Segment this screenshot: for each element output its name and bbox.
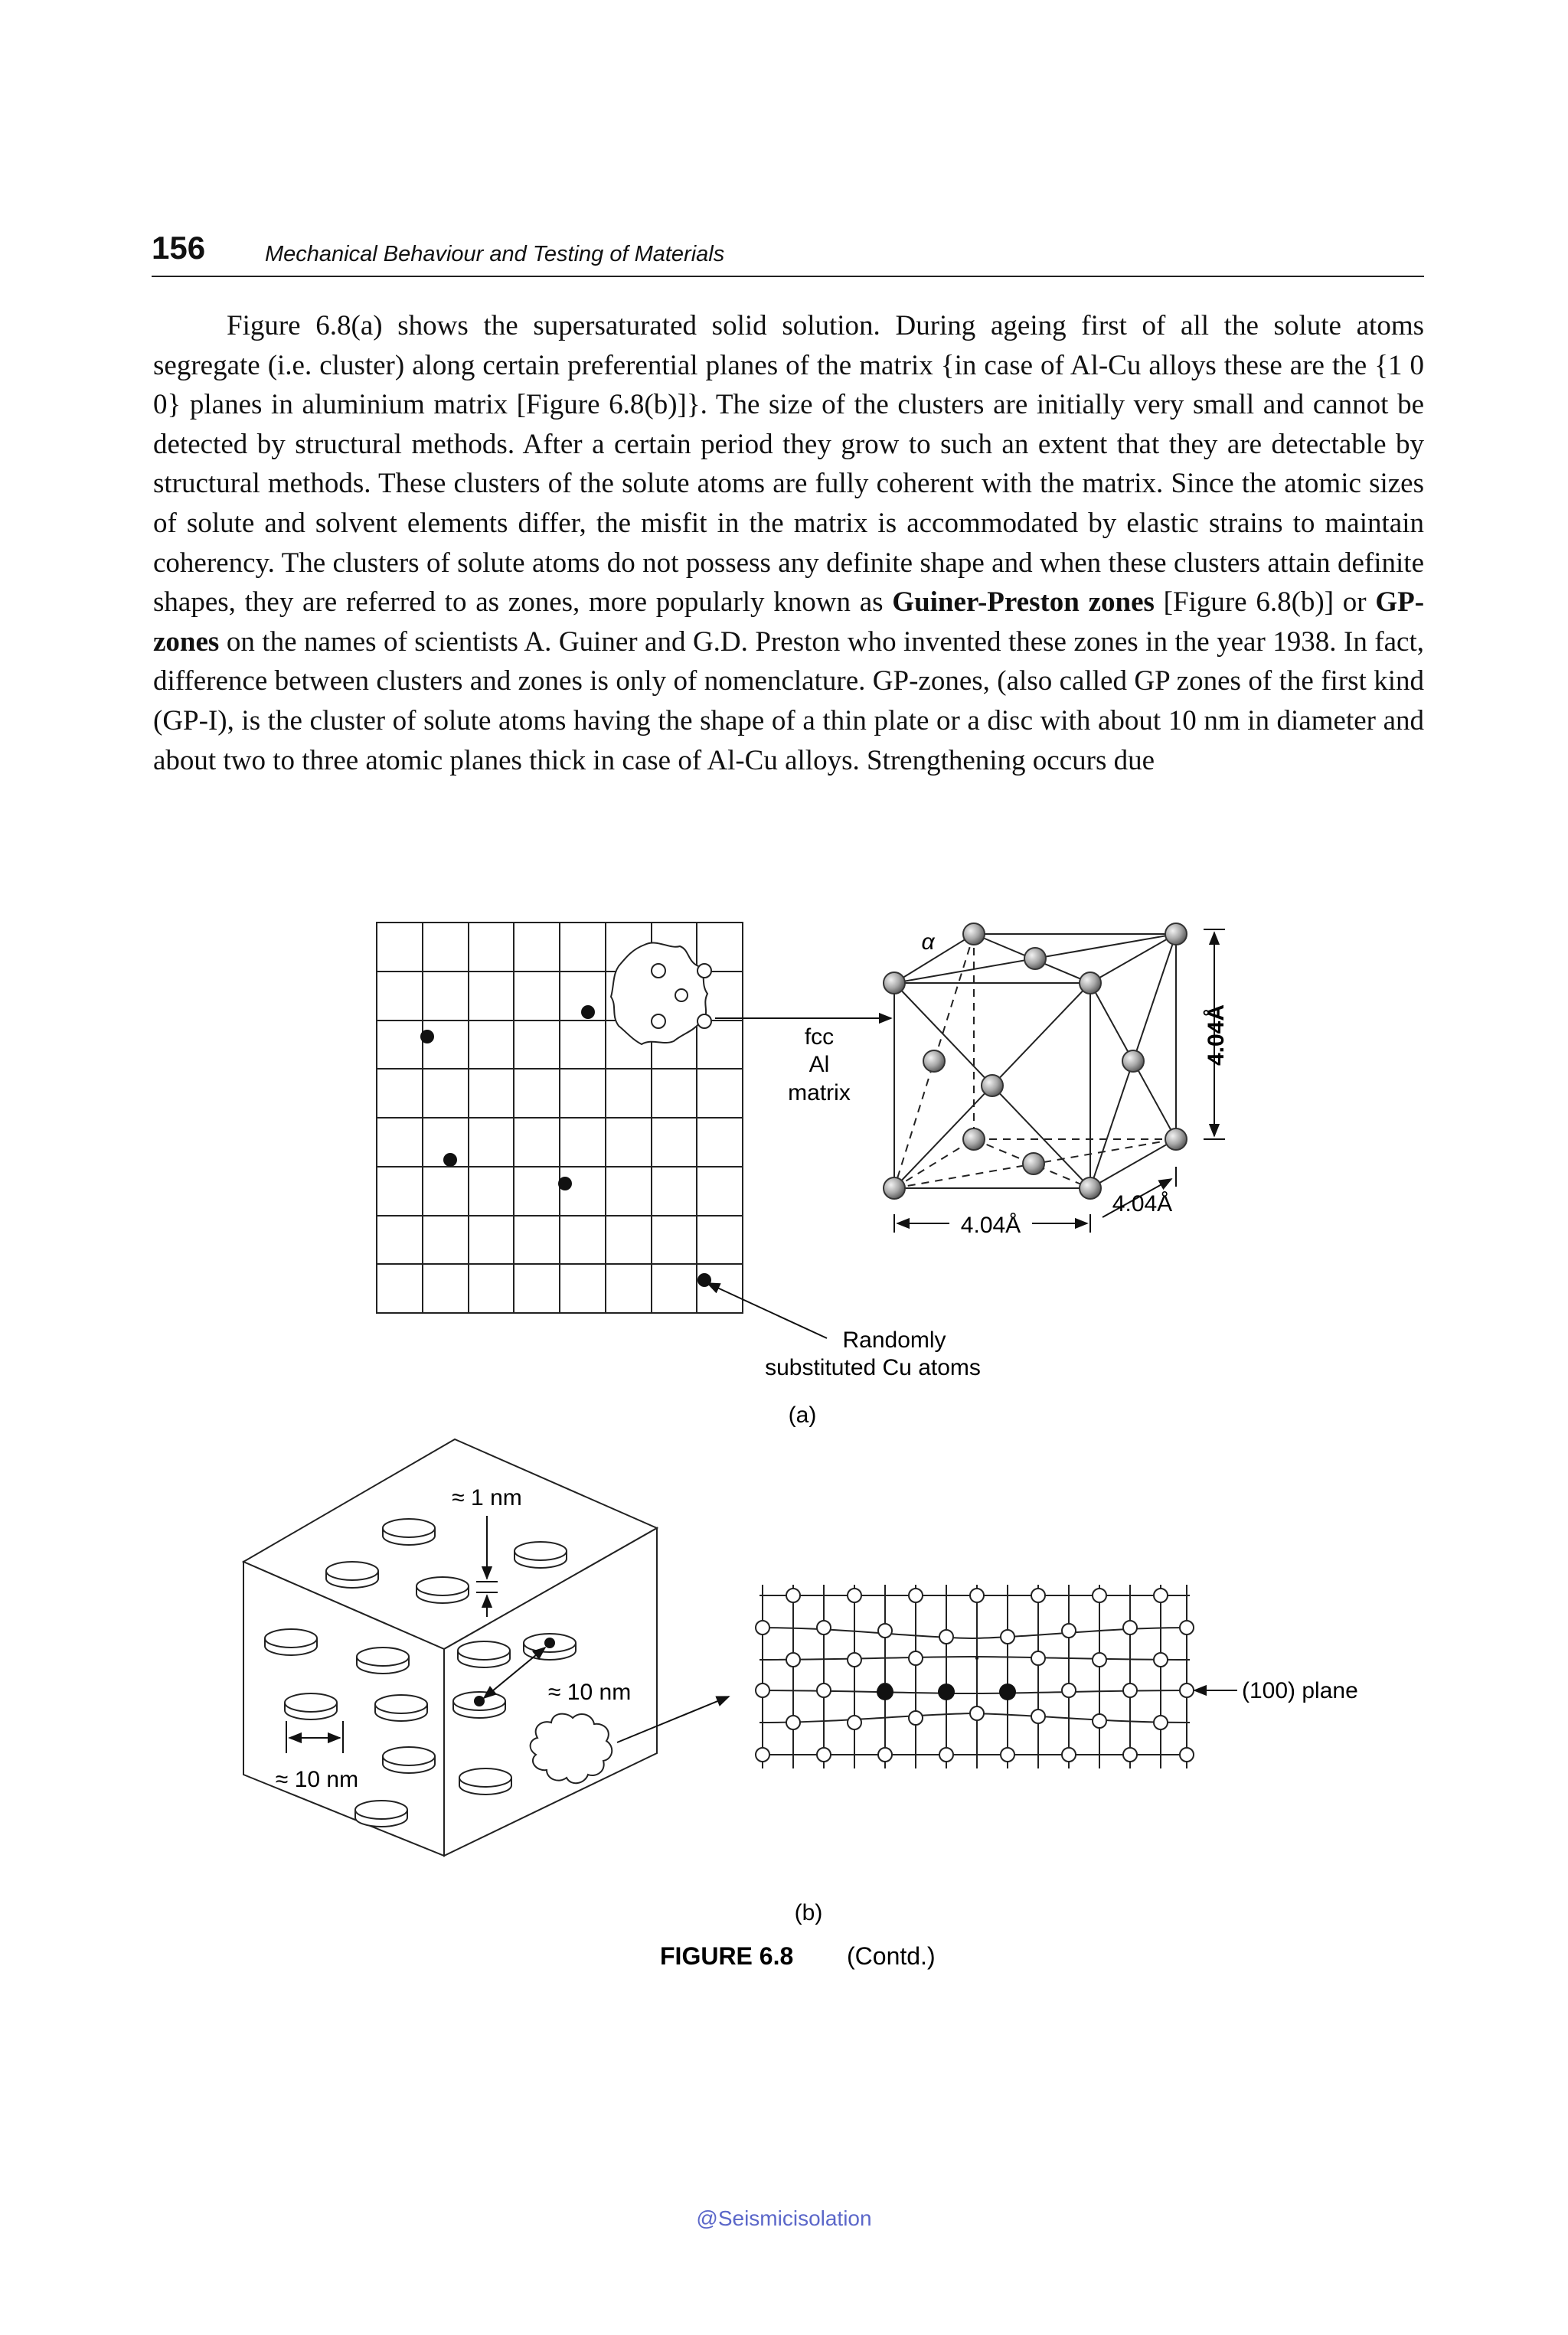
arrow-to-cu-atom xyxy=(707,1283,827,1338)
cu-atoms xyxy=(420,1005,711,1287)
al-label: Al xyxy=(808,1052,830,1077)
figure-6-8 xyxy=(0,873,1568,1975)
width-label: 4.04Å xyxy=(960,1213,1021,1238)
figure-caption-label: FIGURE 6.8 xyxy=(660,1942,794,1970)
subfigure-b-label: (b) xyxy=(794,1900,823,1925)
body-text-part-2: [Figure 6.8(b)] or xyxy=(1163,586,1367,619)
watermark: @Seismicisolation xyxy=(696,2206,872,2230)
body-paragraph xyxy=(153,306,1424,780)
term-gp-zones: GP-zones xyxy=(153,586,1425,658)
page-number: 156 xyxy=(152,230,206,266)
alpha-label: α xyxy=(921,929,935,955)
fcc-label: fcc xyxy=(804,1024,835,1050)
distorted-lattice-lines xyxy=(760,1585,1190,1768)
body-text-part-3: on the names of scientists A. Guiner and G.D. Preston who invented these zones in the year 1938. In fact, difference between clusters and zones is only of nomenclature. GP-zones, (also called GP zones of the first kind (GP-I), is the cluster of solute atoms having the shape of a thin plate or a disc with about 10 nm in diameter and about two to three atomic planes thick in case of Al-Cu alloys. Strengthening occurs due xyxy=(153,625,1424,776)
height-label: 4.04Å xyxy=(1204,1004,1229,1066)
zone-diameter-label: ≈ 10 nm xyxy=(275,1767,359,1792)
term-guiner-preston-zones: Guiner-Preston zones xyxy=(892,586,1155,619)
substituted-cu-label: substituted Cu atoms xyxy=(765,1355,981,1380)
thickness-label: ≈ 1 nm xyxy=(452,1485,522,1510)
header-rule xyxy=(152,276,1424,277)
figure-caption-text: (Contd.) xyxy=(847,1942,936,1970)
zone-spacing-label: ≈ 10 nm xyxy=(548,1680,632,1705)
matrix-label: matrix xyxy=(788,1080,851,1105)
plane-label: (100) plane xyxy=(1242,1678,1358,1703)
randomly-label: Randomly xyxy=(842,1328,946,1353)
unit-cell-atoms xyxy=(884,923,1187,1199)
subfigure-a-label: (a) xyxy=(788,1403,817,1428)
depth-label: 4.04Å xyxy=(1112,1191,1173,1216)
running-header-title: Mechanical Behaviour and Testing of Materials xyxy=(265,242,725,266)
body-text-part-1: Figure 6.8(a) shows the supersaturated solid solution. During ageing first of all the solute atoms segregate (i.e. cluster) along certain preferential planes of the matrix {in case of Al-Cu alloys these are the {1 0 0} planes in aluminium matrix [Figure 6.8(b)]}. The size of the clusters are initially very small and cannot be detected by structural methods. After a certain period they grow to such an extent that they are detectable by structural methods. These clusters of the solute atoms are fully coherent with the matrix. Since the atomic sizes of solute and solvent elements differ, the misfit in the matrix is accommodated by elastic strains to maintain coherency. The clusters of solute atoms do not possess any definite shape and when these clusters attain definite shapes, they are referred to as zones, more popularly known as xyxy=(153,310,1424,619)
lattice-atoms xyxy=(756,1589,1194,1762)
